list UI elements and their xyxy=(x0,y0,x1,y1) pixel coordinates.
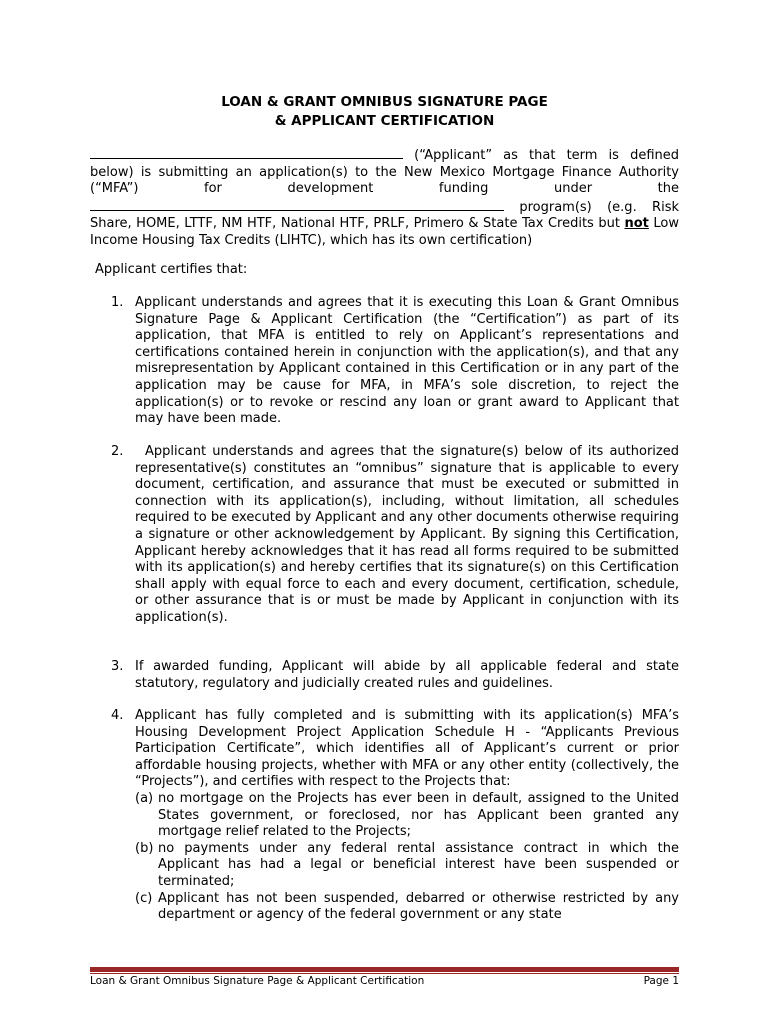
intro-paragraph xyxy=(90,146,679,250)
sub-item-letter: (c) xyxy=(135,890,153,906)
footer-page-number: Page 1 xyxy=(643,975,679,987)
list-item xyxy=(111,708,679,924)
sub-item-text: no mortgage on the Projects has ever been in default, assigned to the United States government, or foreclosed, nor has Applicant been granted any mortgage relief related to the Projects; xyxy=(158,790,679,840)
list-item-text: Applicant has fully completed and is submitting with its application(s) MFA’s Housing Development Project Application Schedule H - “Applicants Previous Participation Certificate”, which identifies all of Applicant’s current or prior affordable housing projects, whether with MFA or any other entity (collectively, the “Projects”), and certifies with respect to the Projects that: xyxy=(135,708,679,790)
footer-document-title: Loan & Grant Omnibus Signature Page & Applicant Certification xyxy=(90,975,425,987)
list-item-number: 1. xyxy=(111,295,124,310)
document-title-line-1: LOAN & GRANT OMNIBUS SIGNATURE PAGE xyxy=(221,94,548,110)
sub-item-text: no payments under any federal rental assistance contract in which the Applicant has had a legal or beneficial interest have been suspended or terminated; xyxy=(158,840,679,889)
list-item-text: Applicant understands and agrees that it is executing this Loan & Grant Omnibus Signature Page & Applicant Certification (the “Certification”) as part of its application, that MFA is entitled to rely on Applicant’s representations and certifications contained herein in conjunction with the application(s), and that any misrepresentation by Applicant contained in this Certification or in any part of the application may be cause for MFA, in MFA’s sole discretion, to reject the application(s) or to revoke or rescind any loan or grant award to Applicant that may have been made. xyxy=(135,295,679,427)
sub-item xyxy=(135,791,679,841)
list-item-text: If awarded funding, Applicant will abide by all applicable federal and state statutory, regulatory and judicially created rules and guidelines. xyxy=(135,659,679,691)
list-item-number: 3. xyxy=(111,659,124,674)
footer-rule xyxy=(90,967,679,972)
applicant-name-blank[interactable] xyxy=(90,146,403,159)
sub-item xyxy=(135,841,679,891)
document-title-line-2: & APPLICANT CERTIFICATION xyxy=(274,113,495,129)
list-item xyxy=(111,295,679,428)
list-item xyxy=(111,444,679,627)
sub-item-text: Applicant has not been suspended, debarred or otherwise restricted by any department or agency of the federal government or any state xyxy=(158,890,679,923)
intro-not-emphasis: not xyxy=(624,216,649,232)
certifies-heading: Applicant certifies that: xyxy=(95,262,248,277)
list-item xyxy=(111,659,679,692)
sub-item xyxy=(135,891,679,924)
sub-item-letter: (a) xyxy=(135,790,154,806)
list-item-number: 2. xyxy=(111,444,124,459)
intro-text-1: (“Applicant” as that term is defined below) is submitting an application(s) to the New Mexico Mortgage Finance Authority (“MFA”) for development funding under the xyxy=(90,148,679,197)
intro-text-3: Low Income Housing Tax Credits (LIHTC), which has its own certification) xyxy=(90,216,679,248)
list-item-text: Applicant understands and agrees that the signature(s) below of its authorized representative(s) constitutes an “omnibus” signature that is applicable to every document, certification, and assurance that must be executed or submitted in connection with its application(s), including, without limitation, all schedules required to be executed by Applicant and any other documents otherwise requiring a signature or other acknowledgement by Applicant. By signing this Certification, Applicant hereby acknowledges that it has read all forms required to be submitted with its application(s) and hereby certifies that its signature(s) on this Certification shall apply with equal force to each and every document, certification, schedule, or other assurance that is or must be made by Applicant in conjunction with its application(s). xyxy=(135,444,679,625)
program-name-blank[interactable] xyxy=(90,198,504,211)
list-item-number: 4. xyxy=(111,708,124,723)
intro-text-2: program(s) (e.g. Risk Share, HOME, LTTF, NM HTF, National HTF, PRLF, Primero & State Tax Credits but xyxy=(90,199,679,232)
sub-item-letter: (b) xyxy=(135,840,154,856)
